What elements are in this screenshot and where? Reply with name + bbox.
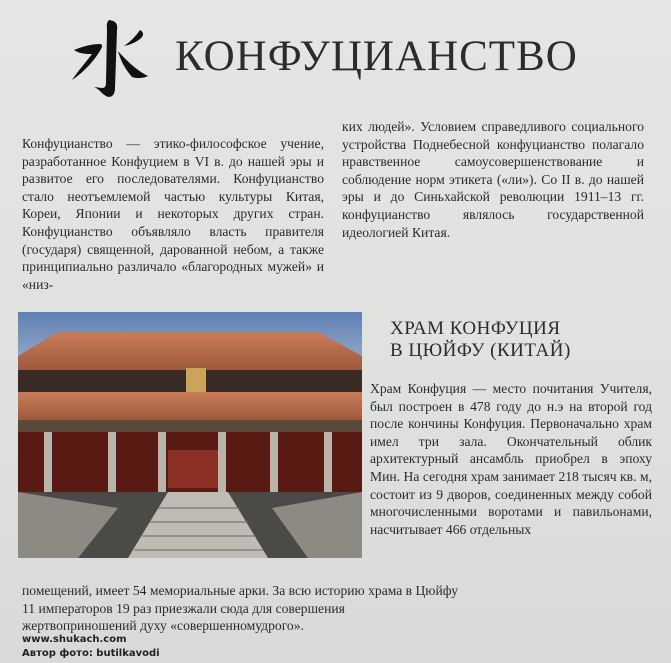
- lower-roof: [18, 392, 362, 420]
- temple-subtitle-line2: В ЦЮЙФУ (КИТАЙ): [390, 340, 571, 361]
- watermark-site: www.shukach.com: [22, 634, 127, 645]
- watermark-author: Автор фото: butilkavodi: [22, 648, 160, 659]
- plaque: [186, 368, 206, 396]
- altar: [168, 450, 218, 488]
- page-title: КОНФУЦИАНСТВО: [175, 33, 578, 80]
- intro-column-right: ких людей». Условием справедливого социального устройства Поднебесной конфуцианство полагало нравственное самоусовершенствование и соблюдение норм этикета («ли»). Со II в. до нашей эры и до Синьхайской революции 1911–13 гг. конфуцианство являлось государственной идеологией Китая.: [342, 119, 644, 240]
- temple-body-continuation: помещений, имеет 54 мемориальные арки. За всю историю храма в Цюйфу 11 императоров 19 раз приезжали сюда для совершения жертвоприношений духу «совершенномудрого».: [22, 583, 458, 634]
- temple-body: Храм Конфуция — место почитания Учителя, был построен в 478 году до н.э на второй год после кончины Конфуция. Первоначально храм имел три зала. Окончательный облик архитектурный ансамбль приобрел в эпоху Мин. На сегодня храм занимает 218 тысяч кв. м, состоит из 9 дворов, соединенных между собой многочисленными воротами и павильонами, насчитывает 466 отдельных: [370, 381, 652, 537]
- emblem-strokes: [72, 20, 148, 97]
- upper-roof: [18, 332, 362, 370]
- intro-column-left: Конфуцианство — этико-философское учение, разработанное Конфуцием в VI в. до нашей эры и развитое его последователями. Конфуцианство стало неотъемлемой частью культуры Китая, Кореи, Японии и некоторых других стран. Конфуцианство объявляло власть правителя (государя) священной, дарованной небом, а также принципиально различало «благородных мужей» и «низ-: [22, 136, 324, 292]
- temple-photo: [18, 312, 362, 558]
- temple-subtitle: [390, 318, 571, 362]
- water-character-emblem: [64, 14, 152, 102]
- temple-subtitle-line1: ХРАМ КОНФУЦИЯ: [390, 318, 561, 339]
